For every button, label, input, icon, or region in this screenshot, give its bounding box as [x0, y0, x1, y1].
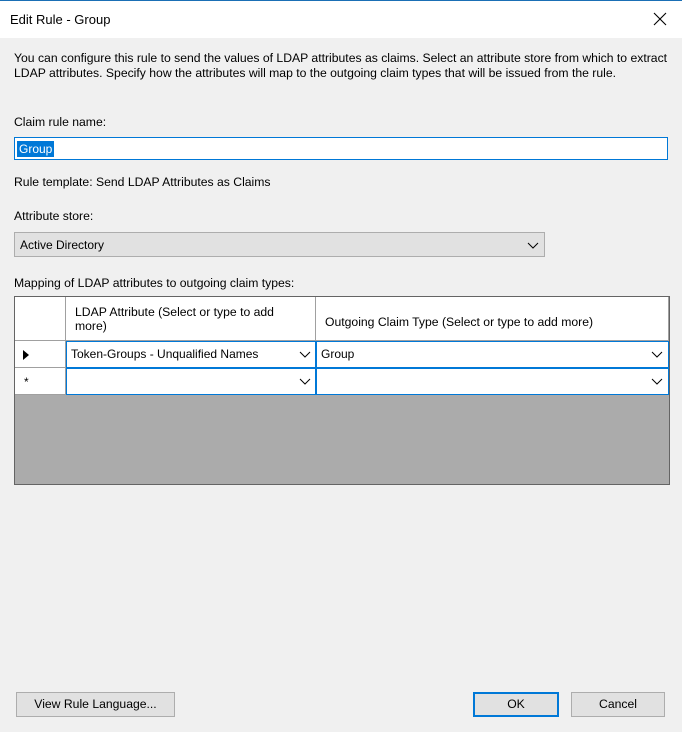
claim-rule-name-label: Claim rule name:	[14, 115, 107, 129]
chevron-down-icon[interactable]	[299, 378, 311, 386]
chevron-down-icon[interactable]	[651, 378, 663, 386]
mapping-label: Mapping of LDAP attributes to outgoing claim types:	[14, 276, 295, 290]
attribute-store-label: Attribute store:	[14, 209, 94, 223]
chevron-down-icon	[527, 242, 539, 250]
ok-button[interactable]: OK	[473, 692, 559, 717]
window-title: Edit Rule - Group	[10, 12, 111, 27]
attribute-store-dropdown[interactable]	[14, 232, 545, 257]
ldap-attribute-cell[interactable]	[66, 368, 316, 395]
column-header-ldap-attribute[interactable]: LDAP Attribute (Select or type to add more)	[66, 297, 316, 341]
chevron-down-icon[interactable]	[651, 351, 663, 359]
claim-type-cell[interactable]	[316, 341, 669, 368]
title-bar	[0, 0, 682, 38]
mapping-grid	[14, 296, 670, 485]
claim-type-cell[interactable]	[316, 368, 669, 395]
cancel-button[interactable]: Cancel	[571, 692, 665, 717]
column-header-outgoing-claim-type[interactable]: Outgoing Claim Type (Select or type to add more)	[316, 297, 669, 341]
rule-template-text: Rule template: Send LDAP Attributes as Claims	[14, 175, 271, 189]
row-header[interactable]	[15, 368, 66, 395]
grid-header	[15, 297, 669, 341]
rule-description: You can configure this rule to send the values of LDAP attributes as claims. Select an attribute store from which to extract LDAP attributes. Specify how the attributes will map to the outgoing claim types that will be issued from the rule.	[14, 51, 668, 80]
claim-type-value: Group	[321, 347, 355, 361]
ldap-attribute-cell[interactable]	[66, 341, 316, 368]
ldap-attribute-value: Token-Groups - Unqualified Names	[71, 347, 259, 361]
attribute-store-value: Active Directory	[20, 238, 105, 252]
new-row-asterisk-icon: *	[24, 375, 29, 389]
claim-rule-name-value: Group	[19, 142, 53, 156]
row-header[interactable]	[15, 341, 66, 368]
view-rule-language-button[interactable]: View Rule Language...	[16, 692, 175, 717]
close-icon[interactable]	[650, 9, 670, 29]
chevron-down-icon[interactable]	[299, 351, 311, 359]
current-row-arrow-icon	[23, 350, 29, 360]
grid-corner-cell	[15, 297, 66, 341]
claim-rule-name-input[interactable]	[14, 137, 668, 160]
